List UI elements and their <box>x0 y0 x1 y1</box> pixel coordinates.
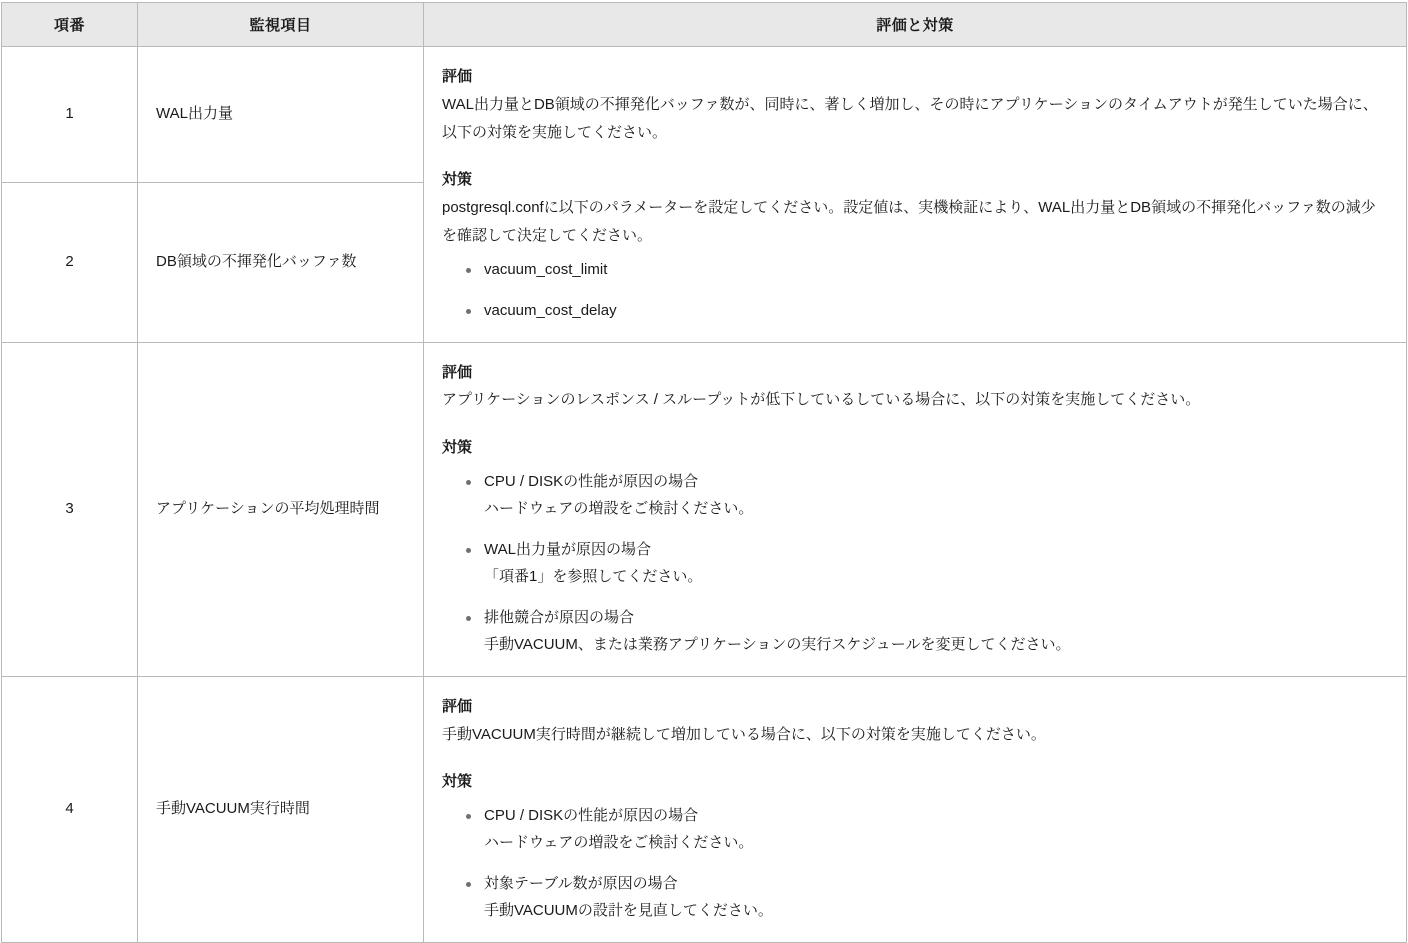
measure-label: 対策 <box>442 439 473 456</box>
action-text: ハードウェアの増設をご検討ください。 <box>484 834 754 851</box>
evaluation-text: 手動VACUUM実行時間が継続して増加している場合に、以下の対策を実施してください。 <box>442 725 1046 743</box>
row-detail-block-a <box>424 47 1407 343</box>
cause-text: 対象テーブル数が原因の場合 <box>484 875 678 892</box>
action-text: 手動VACUUMの設計を見直してください。 <box>484 902 773 919</box>
row-number: 2 <box>2 182 138 342</box>
spacer <box>442 748 1388 768</box>
column-header-item: 監視項目 <box>138 3 424 47</box>
row-item-name: DB領域の不揮発化バッファ数 <box>138 182 424 342</box>
row-item-name: WAL出力量 <box>138 47 424 183</box>
row-detail-block-c <box>424 676 1407 942</box>
evaluation-text: WAL出力量とDB領域の不揮発化バッファ数が、同時に、著しく増加し、その時にアプリケーションのタイムアウトが発生していた場合に、以下の対策を実施してください。 <box>442 95 1378 141</box>
measure-bullet-list <box>442 256 1388 324</box>
parameter-name: vacuum_cost_delay <box>484 301 617 319</box>
evaluation-label: 評価 <box>442 697 473 715</box>
cause-text: CPU / DISKの性能が原因の場合 <box>484 807 699 824</box>
column-header-evaluation-measure: 評価と対策 <box>424 3 1407 47</box>
action-text: 「項番1」を参照してください。 <box>484 567 703 585</box>
spacer <box>442 414 1388 434</box>
measure-label: 対策 <box>442 773 473 791</box>
cause-text: WAL出力量が原因の場合 <box>484 540 651 558</box>
document-body <box>0 2 1408 943</box>
row-item-name: アプリケーションの平均処理時間 <box>138 342 424 676</box>
parameter-name: vacuum_cost_limit <box>484 260 608 278</box>
spacer <box>442 146 1388 166</box>
evaluation-label: 評価 <box>442 68 473 85</box>
table-row <box>2 47 1407 183</box>
table-row <box>2 676 1407 942</box>
monitoring-items-table <box>1 2 1407 943</box>
cause-text: 排他競合が原因の場合 <box>484 608 635 626</box>
list-item <box>484 870 1388 924</box>
column-header-no: 項番 <box>2 3 138 47</box>
measure-label: 対策 <box>442 171 473 189</box>
list-item <box>484 297 1388 324</box>
table-header-row <box>2 3 1407 47</box>
measure-text: postgresql.confに以下のパラメーターを設定してください。設定値は、実機検証により、WAL出力量とDB領域の不揮発化バッファ数の減少を確認して決定してください。 <box>442 199 1376 244</box>
measure-bullet-list <box>442 802 1388 924</box>
row-item-name: 手動VACUUM実行時間 <box>138 676 424 942</box>
list-item <box>484 604 1388 658</box>
row-number: 1 <box>2 47 138 183</box>
row-detail-block-b <box>424 342 1407 676</box>
evaluation-text: アプリケーションのレスポンス / スループットが低下しているしている場合に、以下の対策を実施してください。 <box>442 391 1201 409</box>
measure-bullet-list <box>442 468 1388 658</box>
row-number: 4 <box>2 676 138 942</box>
row-number: 3 <box>2 342 138 676</box>
list-item <box>484 256 1388 283</box>
cause-text: CPU / DISKの性能が原因の場合 <box>484 472 699 490</box>
evaluation-label: 評価 <box>442 363 473 381</box>
table-row <box>2 342 1407 676</box>
action-text: ハードウェアの増設をご検討ください。 <box>484 499 754 517</box>
action-text: 手動VACUUM、または業務アプリケーションの実行スケジュールを変更してください。 <box>484 635 1071 653</box>
list-item <box>484 802 1388 856</box>
list-item <box>484 536 1388 590</box>
list-item <box>484 468 1388 522</box>
